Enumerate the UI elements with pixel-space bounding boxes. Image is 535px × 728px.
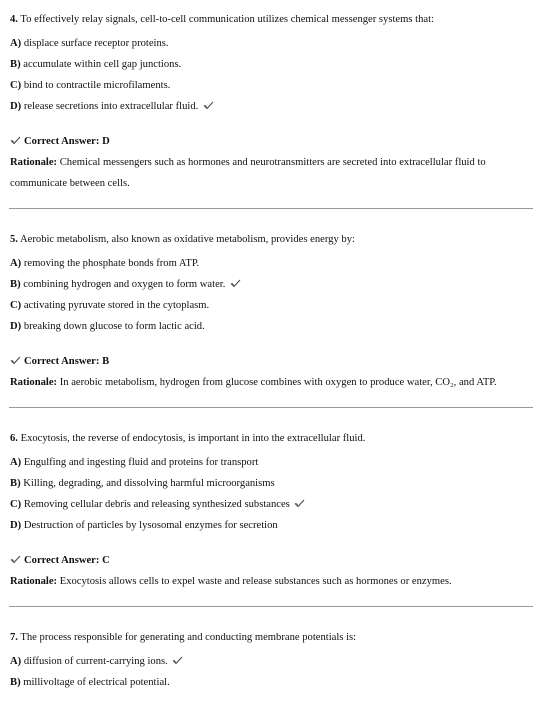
option-a: A) diffusion of current-carrying ions.	[10, 651, 532, 672]
rationale-label: Rationale:	[10, 576, 58, 587]
option-d: D) breaking down glucose to form lactic acid.	[10, 321, 205, 332]
option-a: A) removing the phosphate bonds from ATP.	[10, 258, 200, 269]
correct-answer	[10, 351, 532, 372]
question-stem	[10, 231, 532, 253]
rationale-label: Rationale:	[10, 157, 58, 168]
check-icon	[203, 101, 214, 110]
question-text: To effectively relay signals, cell-to-cell communication utilizes chemical messenger systems that:	[17, 14, 434, 25]
check-icon	[172, 656, 183, 665]
question-7	[10, 629, 532, 693]
option-b: B) millivoltage of electrical potential.	[10, 677, 170, 688]
option-c: C) activating pyruvate stored in the cytoplasm.	[10, 300, 210, 311]
rationale-text: Exocytosis allows cells to expel waste and release substances such as hormones or enzymes.	[57, 576, 452, 587]
option-d: D) release secretions into extracellular fluid.	[10, 96, 532, 117]
rationale-text: In aerobic metabolism, hydrogen from glucose combines with oxygen to produce water, CO₂, and ATP.	[57, 377, 497, 388]
question-stem	[10, 629, 532, 651]
option-b: B) combining hydrogen and oxygen to form water.	[10, 274, 532, 295]
question-number: 5.	[10, 234, 18, 245]
question-4	[10, 11, 532, 194]
rationale	[10, 571, 530, 592]
option-b: B) accumulate within cell gap junctions.	[10, 59, 182, 70]
answer-value: B	[102, 356, 110, 367]
check-icon	[294, 499, 305, 508]
check-icon	[10, 555, 21, 564]
option-c: C) Removing cellular debris and releasing synthesized substances	[10, 494, 532, 515]
rationale	[10, 372, 530, 393]
correct-answer	[10, 550, 532, 571]
answer-label: Correct Answer:	[24, 356, 100, 367]
rationale-label: Rationale:	[10, 377, 58, 388]
answer-value: D	[102, 136, 110, 147]
question-5	[10, 231, 532, 393]
check-icon	[230, 279, 241, 288]
question-number: 6.	[10, 433, 18, 444]
correct-answer	[10, 131, 532, 152]
answer-label: Correct Answer:	[24, 136, 100, 147]
option-a: A) Engulfing and ingesting fluid and proteins for transport	[10, 457, 259, 468]
option-c: C) bind to contractile microfilaments.	[10, 80, 171, 91]
option-b: B) Killing, degrading, and dissolving harmful microorganisms	[10, 478, 275, 489]
quiz-document	[10, 11, 532, 693]
question-number: 7.	[10, 632, 18, 643]
question-text: The process responsible for generating and conducting membrane potentials is:	[17, 632, 357, 643]
answer-value: C	[102, 555, 110, 566]
answer-label: Correct Answer:	[24, 555, 100, 566]
question-text: Exocytosis, the reverse of endocytosis, is important in into the extracellular fluid.	[17, 433, 366, 444]
question-stem	[10, 11, 532, 33]
check-icon	[10, 356, 21, 365]
question-text: Aerobic metabolism, also known as oxidative metabolism, provides energy by:	[17, 234, 355, 245]
option-d: D) Destruction of particles by lysosomal enzymes for secretion	[10, 520, 278, 531]
question-stem	[10, 430, 532, 452]
check-icon	[10, 136, 21, 145]
option-a: A) displace surface receptor proteins.	[10, 38, 169, 49]
question-6	[10, 430, 532, 592]
rationale	[10, 152, 530, 194]
rationale-text: Chemical messengers such as hormones and neurotransmitters are secreted into extracellular fluid to communicate between cells.	[10, 157, 486, 189]
question-number: 4.	[10, 14, 18, 25]
